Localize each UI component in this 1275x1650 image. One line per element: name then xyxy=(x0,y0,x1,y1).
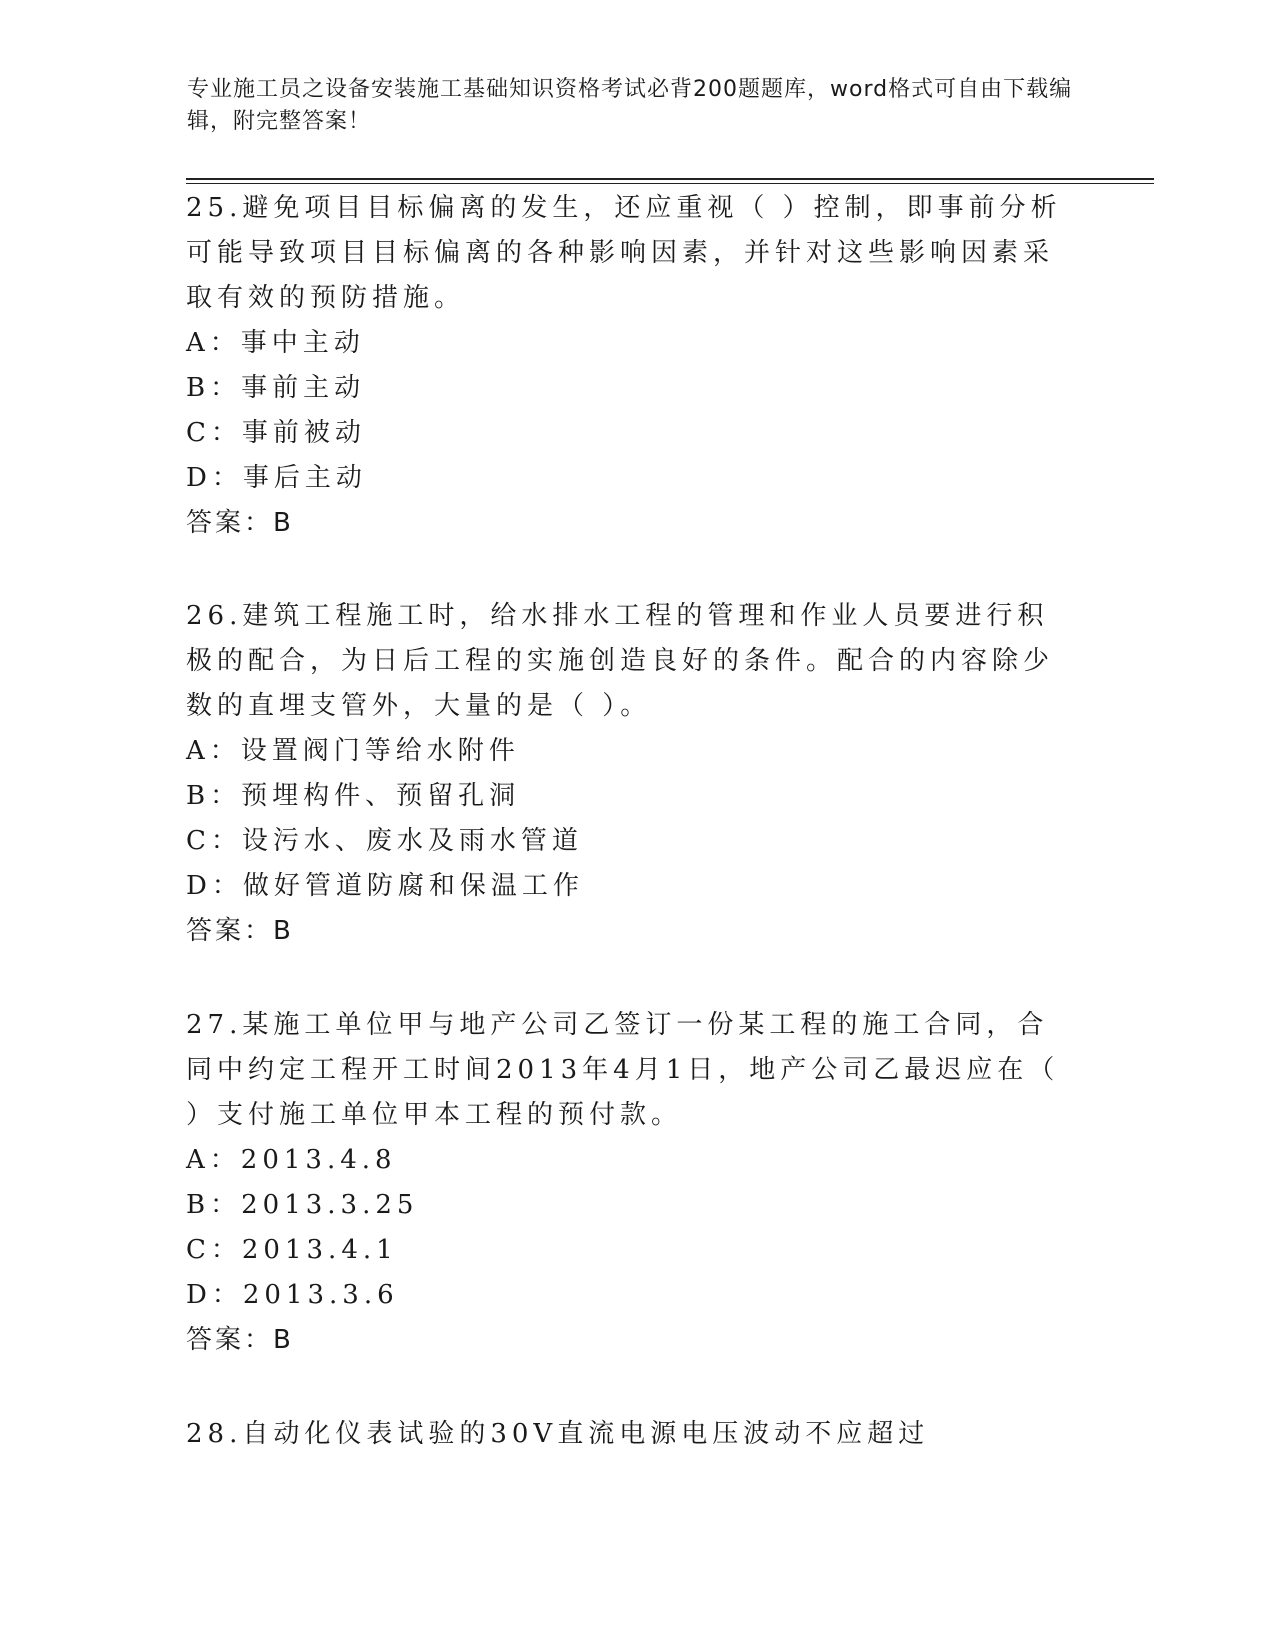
option-d: D：2013.3.6 xyxy=(186,1280,399,1310)
answer-line: 答案：B xyxy=(186,1325,294,1355)
answer-line: 答案：B xyxy=(186,508,294,538)
option-b: B：事前主动 xyxy=(186,373,366,403)
question-stem: 28.自动化仪表试验的30V直流电源电压波动不应超过 xyxy=(186,1419,930,1449)
option-d: D：做好管道防腐和保温工作 xyxy=(186,871,584,901)
question-stem: 26.建筑工程施工时，给水排水工程的管理和作业人员要进行积极的配合，为日后工程的实施创造良好的条件。配合的内容除少数的直埋支管外，大量的是（ ）。 xyxy=(186,601,1055,721)
option-d: D：事后主动 xyxy=(186,463,367,493)
answer-line: 答案：B xyxy=(186,916,294,946)
option-a: A：2013.4.8 xyxy=(186,1145,397,1175)
question-26 xyxy=(186,594,1076,954)
option-c: C：事前被动 xyxy=(186,418,366,448)
option-b: B：预埋构件、预留孔洞 xyxy=(186,781,521,811)
option-c: C：设污水、废水及雨水管道 xyxy=(186,826,583,856)
option-b: B：2013.3.25 xyxy=(186,1190,419,1220)
option-a: A：设置阀门等给水附件 xyxy=(186,736,520,766)
option-a: A：事中主动 xyxy=(186,328,365,358)
option-c: C：2013.4.1 xyxy=(186,1235,398,1265)
question-28 xyxy=(186,1412,1076,1457)
question-stem: 27.某施工单位甲与地产公司乙签订一份某工程的施工合同，合同中约定工程开工时间2013年4月1日，地产公司乙最迟应在（ ）支付施工单位甲本工程的预付款。 xyxy=(186,1010,1060,1130)
question-stem: 25.避免项目目标偏离的发生，还应重视（ ）控制，即事前分析可能导致项目目标偏离的各种影响因素，并针对这些影响因素采取有效的预防措施。 xyxy=(186,193,1062,313)
question-27 xyxy=(186,1003,1076,1363)
question-25 xyxy=(186,186,1076,546)
document-header: 专业施工员之设备安装施工基础知识资格考试必背200题题库，word格式可自由下载编辑，附完整答案！ xyxy=(187,77,1073,134)
header-divider xyxy=(186,178,1154,184)
